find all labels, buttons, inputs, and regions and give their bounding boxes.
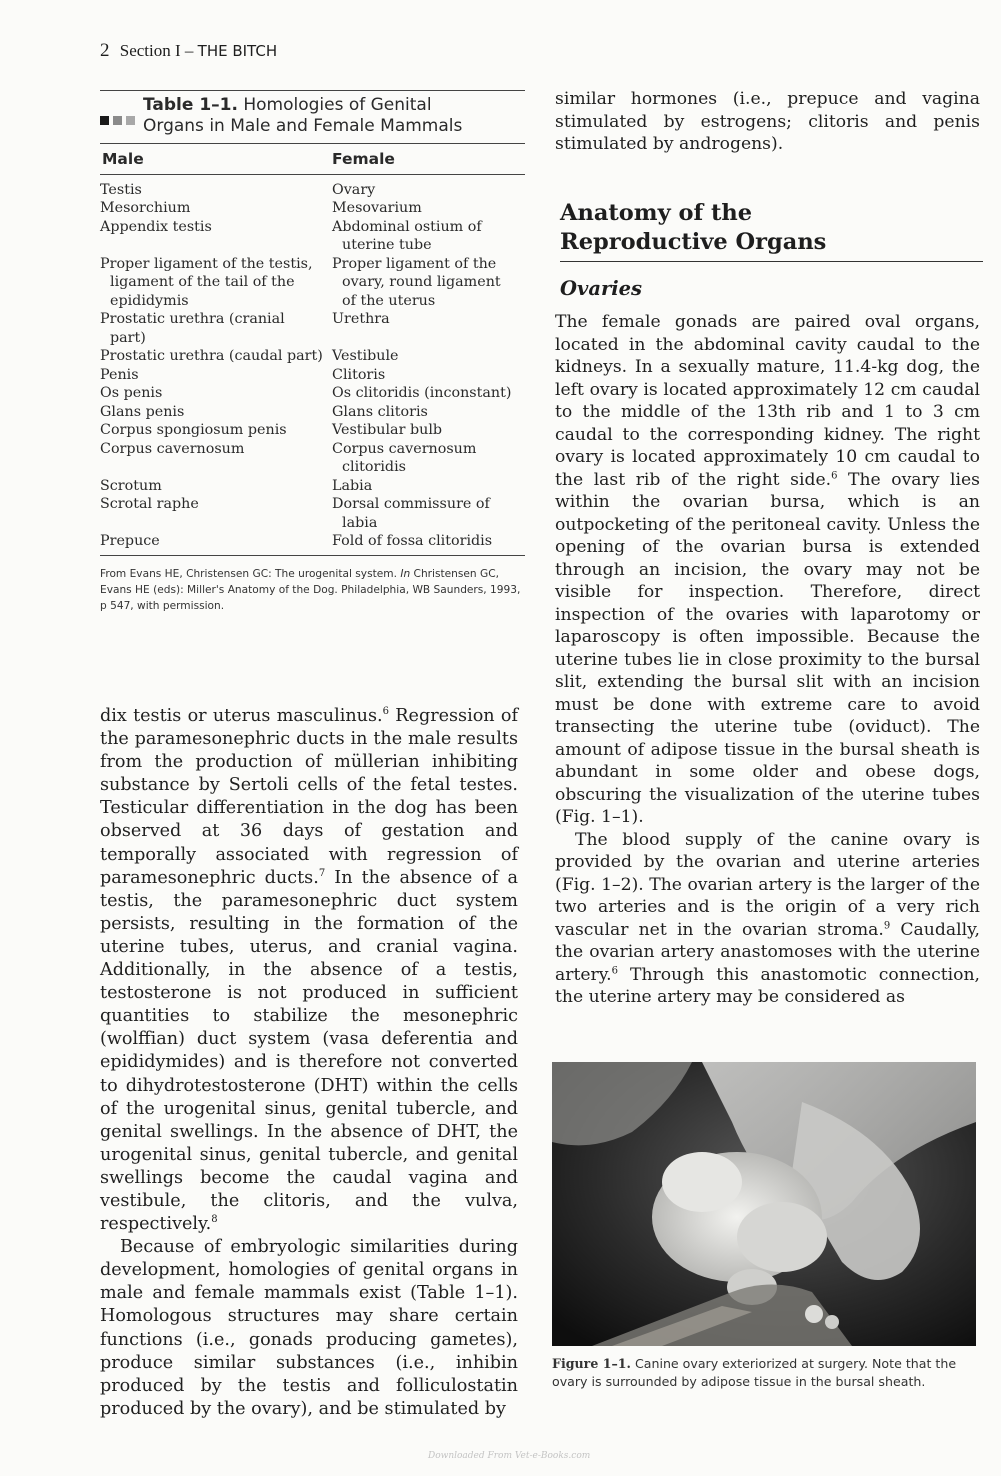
table-cell-male: Prostatic urethra (cranial part) bbox=[100, 311, 285, 346]
table-cell-male: Corpus spongiosum penis bbox=[100, 422, 287, 438]
table-cell-female: Abdominal ostium of uterine tube bbox=[332, 218, 482, 253]
table-row bbox=[100, 421, 525, 440]
table-row bbox=[100, 181, 525, 200]
paragraph: The blood supply of the canine ovary is provided by the ovarian and uterine arteries (Fig. 1–2). The ovarian artery is the larger of the two arteries and is the origin of a very rich vascular net in the ovarian stroma.$^9$ Caudally, the ovarian artery anastomoses with the uterine artery.$^6$ Through this anastomotic connection, the uterine artery may be considered as bbox=[555, 829, 980, 1007]
section-heading: Anatomy of the Reproductive Organs bbox=[560, 199, 983, 262]
table-row bbox=[100, 199, 525, 218]
paragraph: Because of embryologic similarities during development, homologies of genital organs in male and female mammals exist (Table 1–1). Homologous structures may share certain functions (i.e., gonads producing gametes), produce similar substances (i.e., inhibin produced by the testis and folliculostatin produced by the ovary), and be stimulated by bbox=[100, 1237, 518, 1419]
table-row bbox=[100, 218, 525, 255]
table-cell-female: Dorsal commissure of labia bbox=[332, 496, 490, 531]
table-title-line2: Organs in Male and Female Mammals bbox=[143, 116, 463, 136]
table-cell-female: Fold of fossa clitoridis bbox=[332, 533, 493, 549]
table-cell-male: Appendix testis bbox=[100, 218, 212, 235]
watermark-text: Downloaded From Vet-e-Books.com bbox=[428, 1451, 591, 1461]
table-row bbox=[100, 384, 525, 403]
table-cell-male: Mesorchium bbox=[100, 200, 191, 216]
right-column-text bbox=[555, 311, 980, 1009]
table-cell-female: Mesovarium bbox=[332, 200, 422, 216]
table-row bbox=[100, 347, 525, 366]
square-dark-icon bbox=[100, 116, 109, 125]
figure-caption-text: Canine ovary exteriorized at surgery. Note that the ovary is surrounded by adipose tissue in the bursal sheath. bbox=[552, 1356, 957, 1389]
table-cell-female: Clitoris bbox=[332, 366, 386, 383]
table-cell-female: Vestibule bbox=[332, 348, 399, 364]
table-row bbox=[100, 477, 525, 496]
table-title-line1: Homologies of Genital bbox=[243, 95, 432, 115]
table-caption bbox=[100, 95, 525, 137]
table-cell-male: Scrotum bbox=[100, 477, 162, 494]
table-row bbox=[100, 532, 525, 551]
table-cell-female: Os clitoridis (inconstant) bbox=[332, 385, 512, 401]
square-mid-icon bbox=[113, 116, 122, 125]
table-cell-male: Testis bbox=[100, 181, 142, 198]
right-column-intro: similar hormones (i.e., prepuce and vagina stimulated by estrogens; clitoris and penis stimulated by androgens). bbox=[555, 89, 980, 154]
running-header bbox=[100, 40, 277, 62]
table-source-note: From Evans HE, Christensen GC: The urogenital system. In Christensen GC, Evans HE (eds): Miller's Anatomy of the Dog. Philadelphia, WB Saunders, 1993, p 547, with permission. bbox=[100, 567, 521, 612]
table-cell-male: Proper ligament of the testis, ligament of the tail of the epididymis bbox=[100, 255, 313, 309]
table-row bbox=[100, 255, 525, 311]
table-top-rule bbox=[100, 90, 525, 91]
section-name: THE BITCH bbox=[197, 42, 278, 60]
table-header-row bbox=[100, 143, 525, 175]
figure-label: Figure 1–1. bbox=[552, 1356, 631, 1371]
table-body bbox=[100, 175, 525, 556]
table-cell-male: Os penis bbox=[100, 385, 163, 401]
table-cell-female: Glans clitoris bbox=[332, 403, 428, 420]
table-row bbox=[100, 403, 525, 422]
table-cell-male: Corpus cavernosum bbox=[100, 440, 245, 457]
table-row bbox=[100, 310, 525, 347]
paragraph: dix testis or uterus masculinus.$^6$ Regression of the paramesonephric ducts in the male results from the production of müllerian inhibiting substance by Sertoli cells of the fetal testes. Testicular differentiation in the dog has been observed at 36 days of gestation and temporally associated with regression of paramesonephric ducts.$^7$ In the absence of a testis, the paramesonephric duct system persists, resulting in the formation of the uterine tubes, uterus, and cranial vagina. Additionally, in the absence of a testis, testosterone is not produced in sufficient quantities to stabilize the mesonephric (wolffian) duct system (vasa deferentia and epididymides) and is therefore not converted to dihydrotestosterone (DHT) within the cells of the urogenital sinus, genital tubercle, and genital swellings. In the absence of DHT, the urogenital sinus, genital tubercle, and genital swellings become the caudal vagina and vestibule, the clitoris, and the vulva, respectively.$^8$ bbox=[100, 706, 519, 1235]
table-cell-female: Vestibular bulb bbox=[332, 422, 443, 438]
table-cell-female: Proper ligament of the ovary, round ligament of the uterus bbox=[332, 255, 501, 309]
table-cell-male: Glans penis bbox=[100, 403, 185, 420]
table-cell-male: Penis bbox=[100, 366, 139, 383]
paragraph: The female gonads are paired oval organs, located in the abdominal cavity caudal to the kidneys. In a sexually mature, 11.4-kg dog, the left ovary is located approximately 12 cm caudal to the middle of the 13th rib and 1 to 3 cm caudal to the corresponding kidney. The right ovary is located approximately 10 cm caudal to the last rib of the right side.$^6$ The ovary lies within the ovarian bursa, which is an outpocketing of the peritoneal cavity. Unless the opening of the ovarian bursa is extended through an incision, the ovary may not be visible for inspection. Therefore, direct inspection of the ovaries with laparotomy or laparoscopy is often impossible. Because the uterine tubes lie in close proximity to the bursal slit, extending the bursal slit with an incision must be done with extreme care to avoid transecting the uterine tube (oviduct). The amount of adipose tissue in the bursal sheath is abundant in some older and obese dogs, obscuring the visualization of the uterine tubes (Fig. 1–1). bbox=[555, 312, 980, 827]
table-row bbox=[100, 366, 525, 385]
table-cell-female: Corpus cavernosum clitoridis bbox=[332, 440, 477, 475]
table-cell-female: Urethra bbox=[332, 311, 390, 327]
subsection-heading: Ovaries bbox=[560, 277, 643, 300]
column-header-female: Female bbox=[332, 150, 395, 168]
column-header-male: Male bbox=[102, 150, 144, 168]
section-label: Section I bbox=[119, 41, 181, 60]
table-row bbox=[100, 440, 525, 477]
table-cell-female: Ovary bbox=[332, 181, 376, 198]
table-cell-male: Prostatic urethra (caudal part) bbox=[100, 348, 323, 364]
left-column-text bbox=[100, 705, 518, 1421]
page-number: 2 bbox=[100, 40, 110, 61]
table-row bbox=[100, 495, 525, 532]
header-dash: – bbox=[184, 41, 194, 60]
table-cell-male: Scrotal raphe bbox=[100, 496, 199, 512]
table-cell-male: Prepuce bbox=[100, 533, 160, 549]
homologies-table bbox=[100, 90, 525, 614]
table-marker-squares bbox=[100, 116, 135, 137]
figure-photo bbox=[552, 1062, 976, 1346]
figure-caption bbox=[552, 1355, 982, 1391]
table-cell-female: Labia bbox=[332, 477, 373, 494]
table-label: Table 1–1. bbox=[143, 95, 238, 115]
square-light-icon bbox=[126, 116, 135, 125]
